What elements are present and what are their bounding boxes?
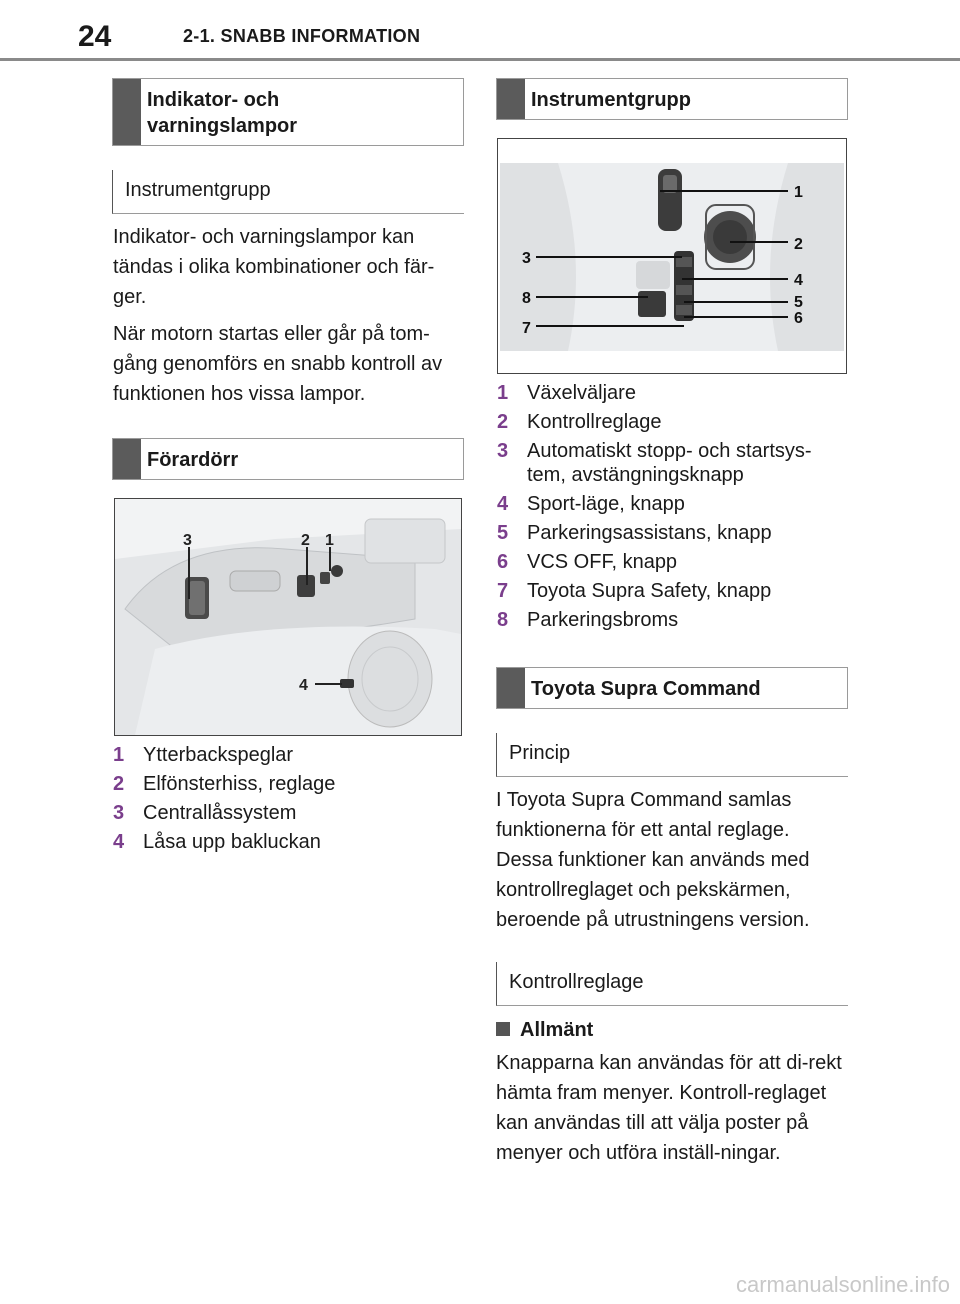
item-text: Automatiskt stopp- och startsys-tem, avstängningsknapp [527, 440, 812, 486]
list-item [113, 772, 463, 796]
section-title: Förardörr [147, 449, 239, 471]
subsection-title: Princip [509, 742, 571, 764]
section-bar [497, 79, 525, 119]
section-title: Toyota Supra Command [531, 678, 761, 700]
item-text: Sport-läge, knapp [527, 493, 685, 515]
console-callout-7: 7 [522, 320, 531, 337]
item-number: 1 [113, 744, 125, 766]
item-number: 7 [497, 580, 509, 602]
item-number: 1 [497, 382, 509, 404]
section-bar [497, 668, 525, 708]
item-number: 4 [113, 831, 125, 853]
item-number: 4 [497, 493, 509, 515]
list-item [497, 381, 847, 405]
item-text: Ytterbackspeglar [143, 744, 294, 766]
console-callout-3: 3 [522, 250, 531, 267]
door-callout-1: 1 [325, 532, 334, 549]
item-number: 3 [113, 802, 125, 824]
console-callout-2: 2 [794, 236, 803, 253]
list-item [497, 579, 847, 603]
item-number: 5 [497, 522, 509, 544]
console-callout-6: 6 [794, 310, 803, 327]
section-title: Instrumentgrupp [531, 89, 691, 111]
center-console-figure [497, 138, 847, 374]
list-item [497, 492, 847, 516]
subsection-title: Instrumentgrupp [125, 179, 271, 201]
list-item [113, 830, 463, 854]
console-callout-1: 1 [794, 184, 803, 201]
section-bar [113, 79, 141, 145]
paragraph-quick-check: När motorn startas eller går på tom-gång genomförs en snabb kontroll av funktionen hos vissa lampor. [113, 323, 443, 405]
list-item [497, 521, 847, 545]
item-text: Parkeringsassistans, knapp [527, 522, 772, 544]
chapter-title: 2-1. SNABB INFORMATION [183, 26, 421, 46]
door-callout-2: 2 [301, 532, 310, 549]
paragraph-general: Knapparna kan användas för att di-rekt hämta fram menyer. Kontroll-reglaget kan användas till att välja poster på menyer och utföra inställ-ningar. [496, 1052, 842, 1164]
console-callout-8: 8 [522, 290, 531, 307]
section-driver-door [112, 438, 464, 480]
door-legend [113, 743, 463, 859]
header-rule [0, 58, 960, 61]
item-text: Centrallåssystem [143, 802, 297, 824]
paragraph-indicator-lamps: Indikator- och varningslampor kan tändas i olika kombinationer och fär-ger. [113, 226, 435, 308]
item-number: 8 [497, 609, 509, 631]
section-toyota-supra-command [496, 667, 848, 709]
list-item [113, 743, 463, 767]
door-callout-4: 4 [299, 677, 308, 694]
item-number: 2 [497, 411, 509, 433]
item-text: Parkeringsbroms [527, 609, 679, 631]
list-item [497, 439, 847, 487]
section-bar [113, 439, 141, 479]
item-number: 2 [113, 773, 125, 795]
section-instrument-cluster [496, 78, 848, 120]
section-indicator-lamps [112, 78, 464, 146]
list-item [113, 801, 463, 825]
console-callout-5: 5 [794, 294, 803, 311]
watermark: carmanualsonline.info [735, 1272, 950, 1297]
subsection-principle [496, 733, 848, 777]
item-text: Toyota Supra Safety, knapp [527, 580, 772, 602]
subsection-controller [496, 962, 848, 1006]
page-number: 24 [78, 20, 112, 53]
subsection-title: Kontrollreglage [509, 971, 644, 993]
item-text: Låsa upp bakluckan [143, 831, 321, 853]
section-title: Indikator- och varningslampor [147, 89, 298, 137]
item-text: Växelväljare [527, 382, 636, 404]
list-item [497, 550, 847, 574]
console-callout-4: 4 [794, 272, 803, 289]
driver-door-figure [114, 498, 462, 736]
general-heading-text: Allmänt [520, 1019, 594, 1041]
general-heading [496, 1019, 593, 1042]
item-text: Kontrollreglage [527, 411, 662, 433]
subsection-instrument-cluster [112, 170, 464, 214]
door-callout-3: 3 [183, 532, 192, 549]
square-bullet-icon [496, 1022, 510, 1036]
item-text: Elfönsterhiss, reglage [143, 773, 336, 795]
item-number: 6 [497, 551, 509, 573]
list-item [497, 410, 847, 434]
item-number: 3 [497, 440, 509, 462]
console-legend [497, 381, 847, 637]
paragraph-principle: I Toyota Supra Command samlas funktionerna för ett antal reglage. Dessa funktioner kan används med kontrollreglaget och pekskärmen, beroende på utrustningens version. [496, 789, 810, 931]
item-text: VCS OFF, knapp [527, 551, 678, 573]
list-item [497, 608, 847, 632]
